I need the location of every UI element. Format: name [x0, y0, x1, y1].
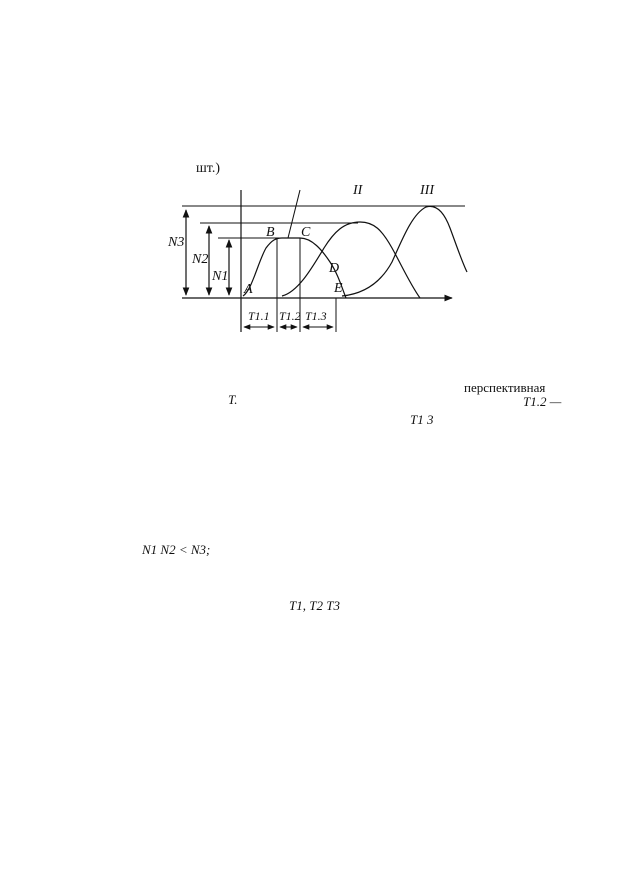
label-n1: N1 [212, 269, 229, 284]
t13-symbol: T1 3 [410, 412, 434, 427]
label-n3: N3 [168, 235, 185, 250]
pointer-line [288, 190, 300, 238]
y-unit-label: шт.) [196, 161, 221, 176]
point-a: A [244, 282, 253, 297]
point-b: B [266, 225, 275, 240]
point-e: E [334, 281, 343, 296]
t-list: T1, T2 T3 [289, 598, 340, 613]
perspective-word: перспективная [464, 380, 546, 395]
interval-t11: T1.1 [248, 309, 270, 323]
point-d: D [329, 261, 340, 276]
curve-label-ii: II [353, 183, 363, 198]
point-c: C [301, 225, 311, 240]
curve-label-iii: III [420, 183, 434, 198]
label-n2: N2 [192, 252, 209, 267]
inequality: N1 N2 < N3; [142, 542, 211, 557]
interval-t12: T1.2 [279, 309, 301, 323]
t12-symbol: T1.2 — [523, 394, 562, 409]
interval-t13: T1.3 [305, 309, 327, 323]
t-symbol: T. [228, 392, 238, 407]
curve-iii [342, 206, 467, 296]
